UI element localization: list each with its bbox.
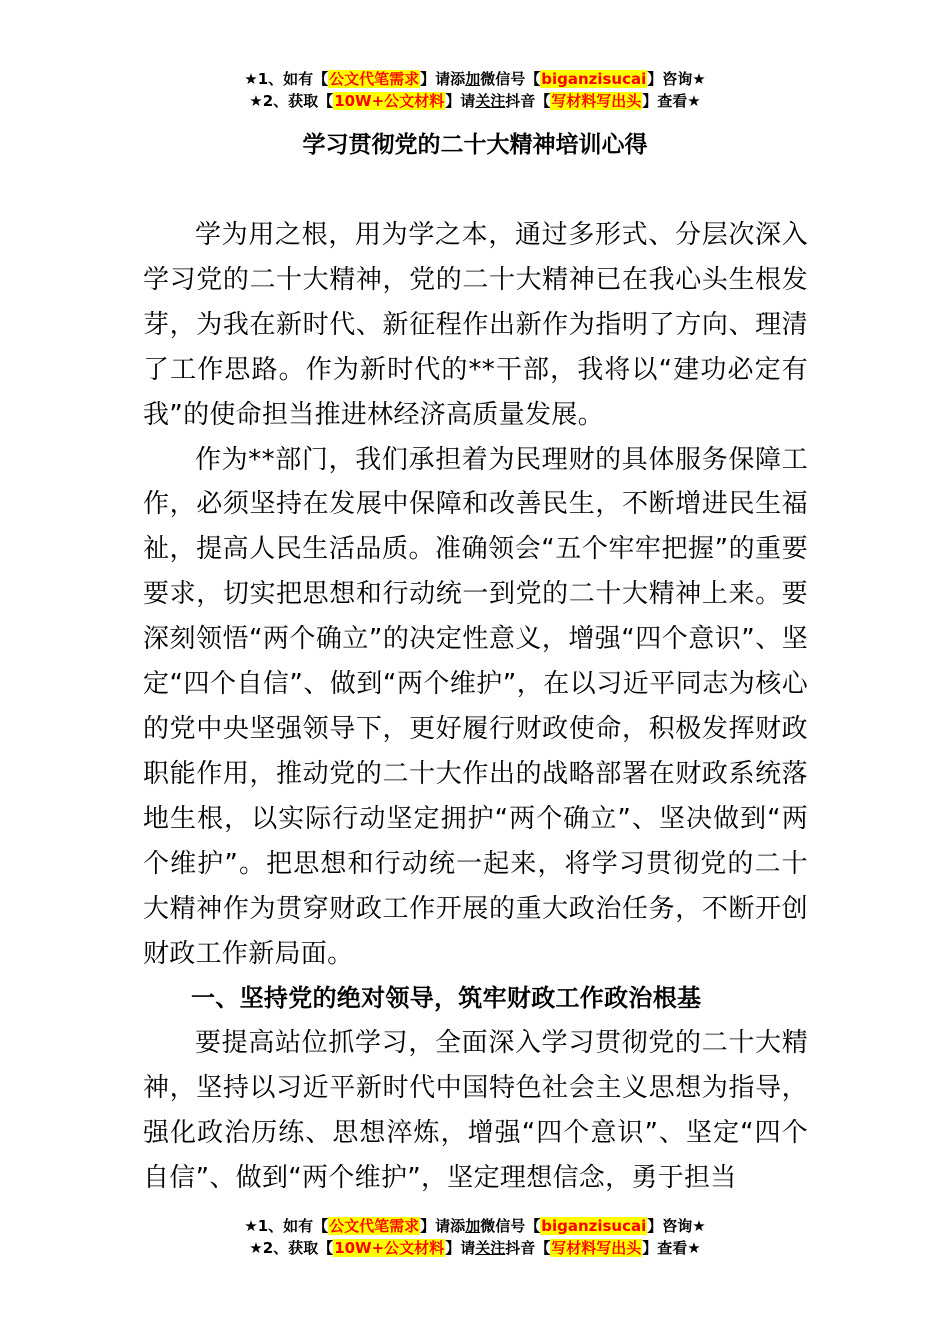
promo-line-1: ★1、如有【公文代笔需求】请添加微信号【biganzisucai】咨询★ xyxy=(244,1217,706,1235)
promo-douyin-id: 写材料写出头 xyxy=(551,92,642,110)
document-title: 学习贯彻党的二十大精神培训心得 xyxy=(302,132,648,158)
body-paragraph-2: 作为**部门，我们承担着为民理财的具体服务保障工作，必须坚持在发展中保障和改善民生，不断增进民生福祉，提高人民生活品质。准确领会“五个牢牢把握”的重要要求，切实把思想和行动统一到党的二十大精神上来。要深刻领悟“两个确立”的决定性意义，增强“四个意识”、坚定“四个自信”、做到“两个维护”，在以习近平同志为核心的党中央坚强领导下，更好履行财政使命，积极发挥财政职能作用，推动党的二十大作出的战略部署在财政系统落地生根，以实际行动坚定拥护“两个确立”、坚决做到“两个维护”。把思想和行动统一起来，将学习贯彻党的二十大精神作为贯穿财政工作开展的重大政治任务，不断开创财政工作新局面。 xyxy=(143,444,808,969)
section-paragraph: 要提高站位抓学习，全面深入学习贯彻党的二十大精神，坚持以习近平新时代中国特色社会主义思想为指导，强化政治历练、思想淬炼，增强“四个意识”、坚定“四个自信”、做到“两个维护”，坚定理想信念，勇于担当 xyxy=(143,1028,808,1194)
promo-header xyxy=(0,68,950,112)
document-body xyxy=(143,213,808,1201)
promo-douyin-id: 写材料写出头 xyxy=(551,1239,642,1257)
promo-service-highlight: 公文代笔需求 xyxy=(329,1217,420,1235)
section-heading: 一、坚持党的绝对领导，筑牢财政工作政治根基 xyxy=(191,984,702,1013)
promo-footer xyxy=(0,1215,950,1259)
promo-material-highlight: 10W+公文材料 xyxy=(334,92,445,110)
promo-line-1: ★1、如有【公文代笔需求】请添加微信号【biganzisucai】咨询★ xyxy=(244,70,706,88)
promo-wechat-id: biganzisucai xyxy=(541,1217,647,1235)
promo-material-highlight: 10W+公文材料 xyxy=(334,1239,445,1257)
promo-line-2: ★2、获取【10W+公文材料】请关注抖音【写材料写出头】查看★ xyxy=(249,1239,701,1257)
promo-line-2: ★2、获取【10W+公文材料】请关注抖音【写材料写出头】查看★ xyxy=(249,92,701,110)
body-paragraph-1: 学为用之根，用为学之本，通过多形式、分层次深入学习党的二十大精神，党的二十大精神已在我心头生根发芽，为我在新时代、新征程作出新作为指明了方向、理清了工作思路。作为新时代的**干部，我将以“建功必定有我”的使命担当推进林经济高质量发展。 xyxy=(143,220,808,430)
promo-service-highlight: 公文代笔需求 xyxy=(329,70,420,88)
promo-wechat-id: biganzisucai xyxy=(541,70,647,88)
